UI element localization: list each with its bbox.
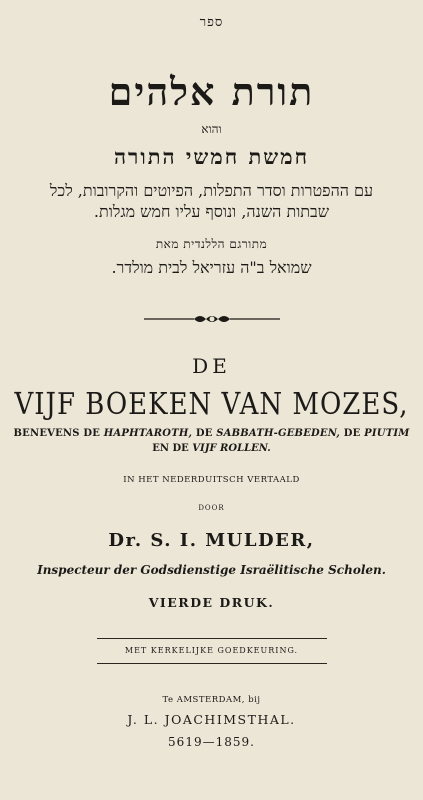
hebrew-translated: מתורגם הללנדית מאת: [155, 237, 268, 251]
dutch-subtitle-line-2: EN DE VIJF ROLLEN.: [152, 443, 271, 454]
approval-rule-bottom: [97, 663, 327, 664]
dutch-subtitle-line-1: BENEVENS DE HAPHTAROTH, DE SABBATH-GEBEDEN, DE PIUTIM: [13, 428, 410, 439]
dutch-translated: IN HET NEDERDUITSCH VERTAALD: [123, 475, 300, 485]
dutch-door: DOOR: [198, 504, 225, 512]
approval-rule-top: [97, 638, 327, 639]
dutch-edition: VIERDE DRUK.: [148, 595, 275, 610]
dutch-author: Dr. S. I. MULDER,: [108, 530, 315, 551]
ornament-divider: [142, 312, 282, 326]
hebrew-author: שמואל ב"ה עזריאל לבית מולדר.: [111, 258, 312, 277]
dutch-title: VIJF BOEKEN VAN MOZES,: [14, 387, 409, 423]
imprint-publisher: J. L. JOACHIMSTHAL.: [127, 712, 296, 727]
dutch-inspector: Inspecteur der Godsdienstige Israëlitische Scholen.: [37, 563, 386, 577]
hebrew-sefer: ספר: [199, 15, 224, 30]
hebrew-line-2: שבתות השנה, ונוסף עליו חמש מגלות.: [93, 202, 330, 221]
hebrew-line-1: עם ההפטרות וסדר התפלות, הפיוטים והקרובות, לכל: [49, 181, 374, 200]
hebrew-subtitle: חמשת חמשי התורה: [113, 144, 310, 169]
imprint-year: 5619—1859.: [168, 735, 255, 749]
hebrew-title: תורת אלהים: [108, 69, 315, 114]
hebrew-vehu: והוא: [201, 122, 222, 136]
imprint-place: Te AMSTERDAM, bij: [162, 695, 261, 705]
approval-text: MET KERKELIJKE GOEDKEURING.: [124, 646, 299, 655]
dutch-de: DE: [192, 354, 231, 378]
